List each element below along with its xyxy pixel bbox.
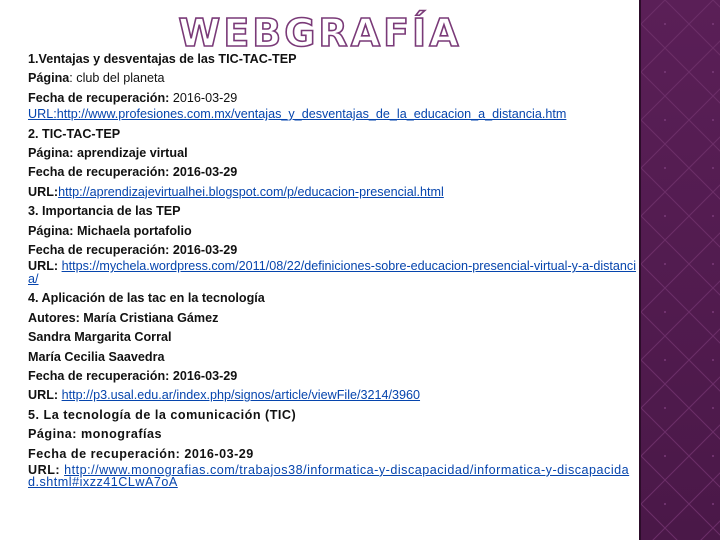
entry-5-url[interactable]: http://www.monografias.com/trabajos38/informatica-y-discapacidad/informatica-y-discapacidad.shtml#ixzz41CLwA7oA (28, 462, 630, 490)
entry-2-url-label: URL: (28, 184, 59, 199)
entry-2-title: 2. TIC-TAC-TEP (28, 126, 121, 141)
entry-4-title: 4. Aplicación de las tac en la tecnología (28, 291, 265, 306)
entry-1-url-line (28, 108, 640, 124)
entry-3-title: 3. Importancia de las TEP (28, 204, 181, 219)
heading-text: WEBGRAFÍA (178, 11, 462, 55)
bibliography-list (28, 50, 640, 493)
entry-3-date: Fecha de recuperación: 2016-03-29 (28, 243, 238, 258)
entry-1-page-value: : club del planeta (69, 71, 165, 86)
decorative-side-panel (641, 0, 720, 540)
entry-2-date: Fecha de recuperación: 2016-03-29 (28, 165, 238, 180)
entry-2-url-line (28, 183, 640, 202)
page-title (178, 10, 462, 55)
entry-5-title: 5. La tecnología de la comunicación (TIC) (28, 407, 297, 422)
entry-1-date-value: 2016-03-29 (169, 90, 238, 105)
entry-1-url[interactable]: http://www.profesiones.com.mx/ventajas_y_desventajas_de_la_educacion_a_distancia.htm (56, 107, 567, 122)
entry-5-url-line (28, 464, 640, 493)
entry-4-date: Fecha de recuperación: 2016-03-29 (28, 368, 238, 383)
entry-5-date: Fecha de recuperación: 2016-03-29 (28, 446, 254, 461)
entry-2-page: Página: aprendizaje virtual (28, 146, 188, 161)
entry-3-url-label: URL: (28, 259, 62, 274)
entry-4-url-line (28, 386, 640, 405)
entry-4-url-label: URL: (28, 388, 62, 403)
entry-5-url-label: URL: (28, 462, 65, 477)
entry-1-date-label: Fecha de recuperación: (28, 90, 170, 105)
entry-1-title: 1.Ventajas y desventajas de las TIC-TAC-TEP (28, 52, 297, 66)
entry-3-url[interactable]: https://mychela.wordpress.com/2011/08/22/definiciones-sobre-educacion-presencial-virtual-y-a-distancia/ (28, 259, 637, 286)
entry-4-author-3: María Cecilia Saavedra (28, 349, 165, 364)
entry-4-author-1: Autores: María Cristiana Gámez (28, 310, 219, 325)
entry-3-url-line (28, 260, 640, 289)
entry-3-page: Página: Michaela portafolio (28, 223, 192, 238)
entry-4-author-2: Sandra Margarita Corral (28, 330, 172, 345)
entry-1-date (28, 89, 640, 108)
entry-1-page (28, 69, 640, 88)
entry-1-page-label: Página (28, 71, 70, 86)
entry-2-url[interactable]: http://aprendizajevirtualhei.blogspot.com/p/educacion-presencial.html (58, 184, 444, 199)
entry-1-url-label[interactable]: URL: (28, 107, 57, 122)
entry-4-url[interactable]: http://p3.usal.edu.ar/index.php/signos/article/viewFile/3214/3960 (61, 388, 421, 403)
diamond-pattern-icon (641, 0, 720, 540)
entry-5-page: Página: monografías (28, 427, 163, 442)
